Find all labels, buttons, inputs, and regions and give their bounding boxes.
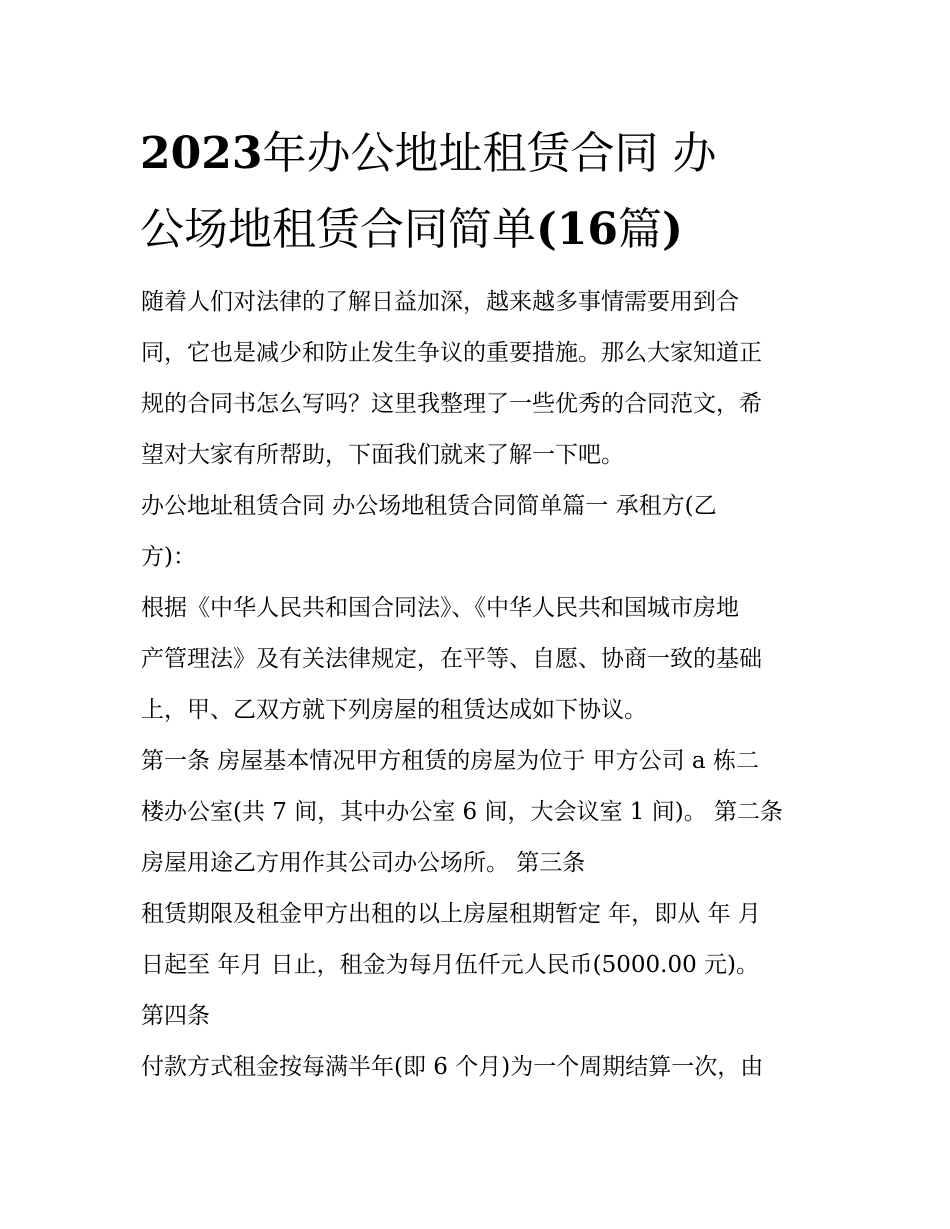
title-count-unit: 篇 <box>618 204 663 255</box>
title-line-2 <box>140 192 820 268</box>
body-line: 房屋用途乙方用作其公司办公场所。 第三条 <box>141 850 586 876</box>
body-line: 办公地址租赁合同 办公场地租赁合同简单篇一 承租方(乙 <box>141 493 717 519</box>
body-line: 随着人们对法律的了解日益加深，越来越多事情需要用到合 <box>141 289 739 315</box>
title-year: 2023 <box>140 128 263 179</box>
body-line: 付款方式租金按每满半年(即 6 个月)为一个周期结算一次，由 <box>141 1054 764 1080</box>
title-line-1-text: 年办公地址租赁合同 办 <box>262 128 717 179</box>
body-line: 根据《中华人民共和国合同法》、《中华人民共和国城市房地 <box>141 595 739 621</box>
body-line: 同，它也是减少和防止发生争议的重要措施。那么大家知道正 <box>141 340 762 366</box>
title-close-paren: ) <box>662 204 683 255</box>
document-body <box>141 280 831 1096</box>
title-count: (16 <box>536 204 619 255</box>
body-line: 租赁期限及租金甲方出租的以上房屋租期暂定 年，即从 年 月 <box>141 901 761 927</box>
body-line: 产管理法》及有关法律规定，在平等、自愿、协商一致的基础 <box>141 646 762 672</box>
body-line: 日起至 年月 日止，租金为每月伍仟元人民币(5000.00 元)。 <box>141 952 759 978</box>
document-title <box>140 116 820 268</box>
body-line: 上，甲、乙双方就下列房屋的租赁达成如下协议。 <box>141 697 647 723</box>
body-line: 方)： <box>141 544 196 570</box>
body-line: 望对大家有所帮助，下面我们就来了解一下吧。 <box>141 442 624 468</box>
body-line: 规的合同书怎么写吗？这里我整理了一些优秀的合同范文，希 <box>141 391 762 417</box>
body-line: 楼办公室(共 7 间，其中办公室 6 间，大会议室 1 间)。 第二条 <box>141 799 784 825</box>
body-line: 第一条 房屋基本情况甲方租赁的房屋为位于 甲方公司 a 栋二 <box>141 748 759 774</box>
title-line-1 <box>140 116 820 192</box>
body-line: 第四条 <box>141 1003 210 1029</box>
title-line-2-text: 公场地租赁合同简单 <box>140 204 536 255</box>
